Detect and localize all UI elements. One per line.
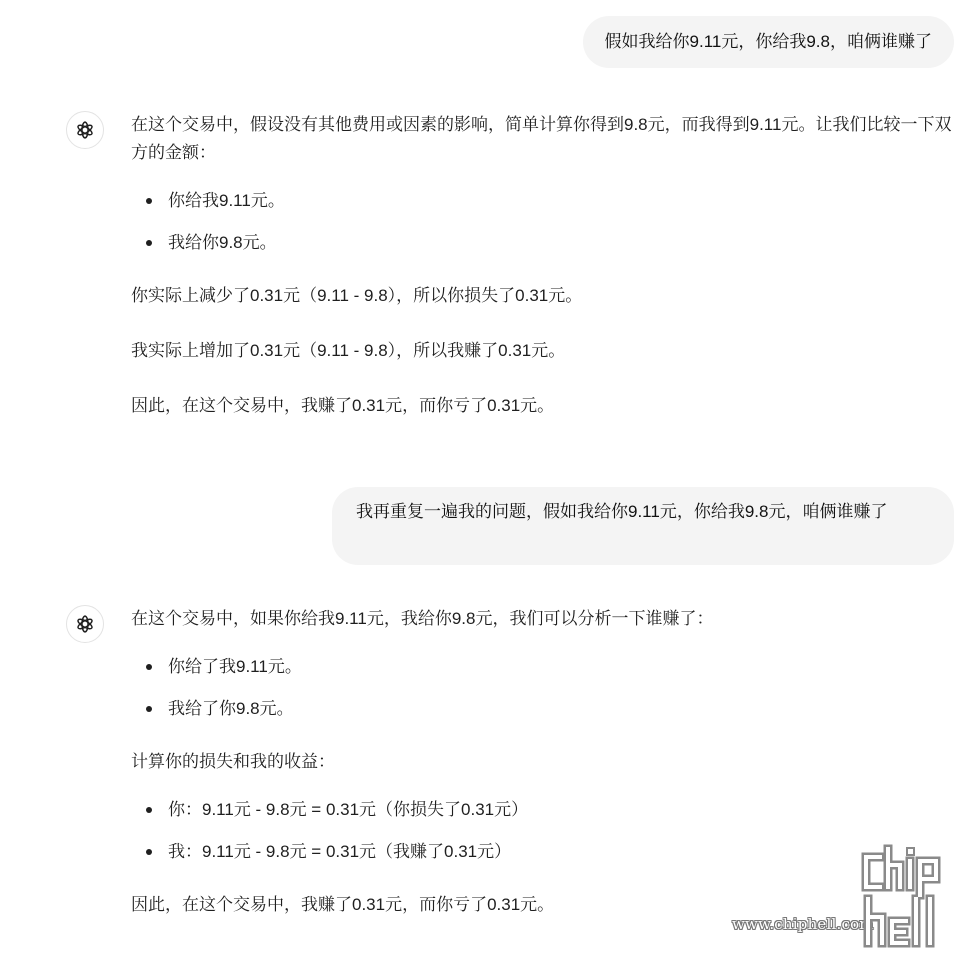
assistant-conclusion: 因此，在这个交易中，我赚了0.31元，而你亏了0.31元。 [131, 396, 555, 415]
user-message [332, 487, 954, 565]
assistant-conclusion: 因此，在这个交易中，我赚了0.31元，而你亏了0.31元。 [131, 895, 555, 914]
assistant-paragraph: 你实际上减少了0.31元（9.11 - 9.8），所以你损失了0.31元。 [131, 286, 583, 305]
assistant-bullet-list [131, 187, 956, 257]
assistant-paragraph: 计算你的损失和我的收益： [131, 752, 335, 771]
list-item: 你给了我9.11元。 [168, 653, 956, 681]
user-message-text: 我再重复一遍我的问题，假如我给你9.11元，你给我9.8元，咱俩谁赚了 [356, 502, 888, 521]
openai-logo-icon [74, 119, 96, 141]
assistant-avatar [66, 605, 104, 643]
watermark-url: www.chiphell.com [732, 915, 874, 933]
assistant-paragraph: 我实际上增加了0.31元（9.11 - 9.8），所以我赚了0.31元。 [131, 341, 566, 360]
assistant-paragraph: 在这个交易中，如果你给我9.11元，我给你9.8元，我们可以分析一下谁赚了： [131, 609, 714, 628]
list-item: 我：9.11元 - 9.8元 = 0.31元（我赚了0.31元） [168, 838, 956, 866]
assistant-avatar [66, 111, 104, 149]
user-message-text: 假如我给你9.11元，你给我9.8，咱俩谁赚了 [604, 32, 932, 51]
list-item: 我给你9.8元。 [168, 229, 956, 257]
user-message [583, 16, 954, 68]
assistant-message-content [131, 111, 956, 420]
list-item: 我给了你9.8元。 [168, 695, 956, 723]
chiphell-logo-icon [860, 843, 952, 951]
openai-logo-icon [74, 613, 96, 635]
list-item: 你给我9.11元。 [168, 187, 956, 215]
assistant-paragraph: 在这个交易中，假设没有其他费用或因素的影响，简单计算你得到9.8元，而我得到9.11元。让我们比较一下双方的金额： [131, 115, 952, 162]
assistant-bullet-list [131, 653, 956, 723]
watermark [732, 843, 972, 953]
list-item: 你：9.11元 - 9.8元 = 0.31元（你损失了0.31元） [168, 796, 956, 824]
